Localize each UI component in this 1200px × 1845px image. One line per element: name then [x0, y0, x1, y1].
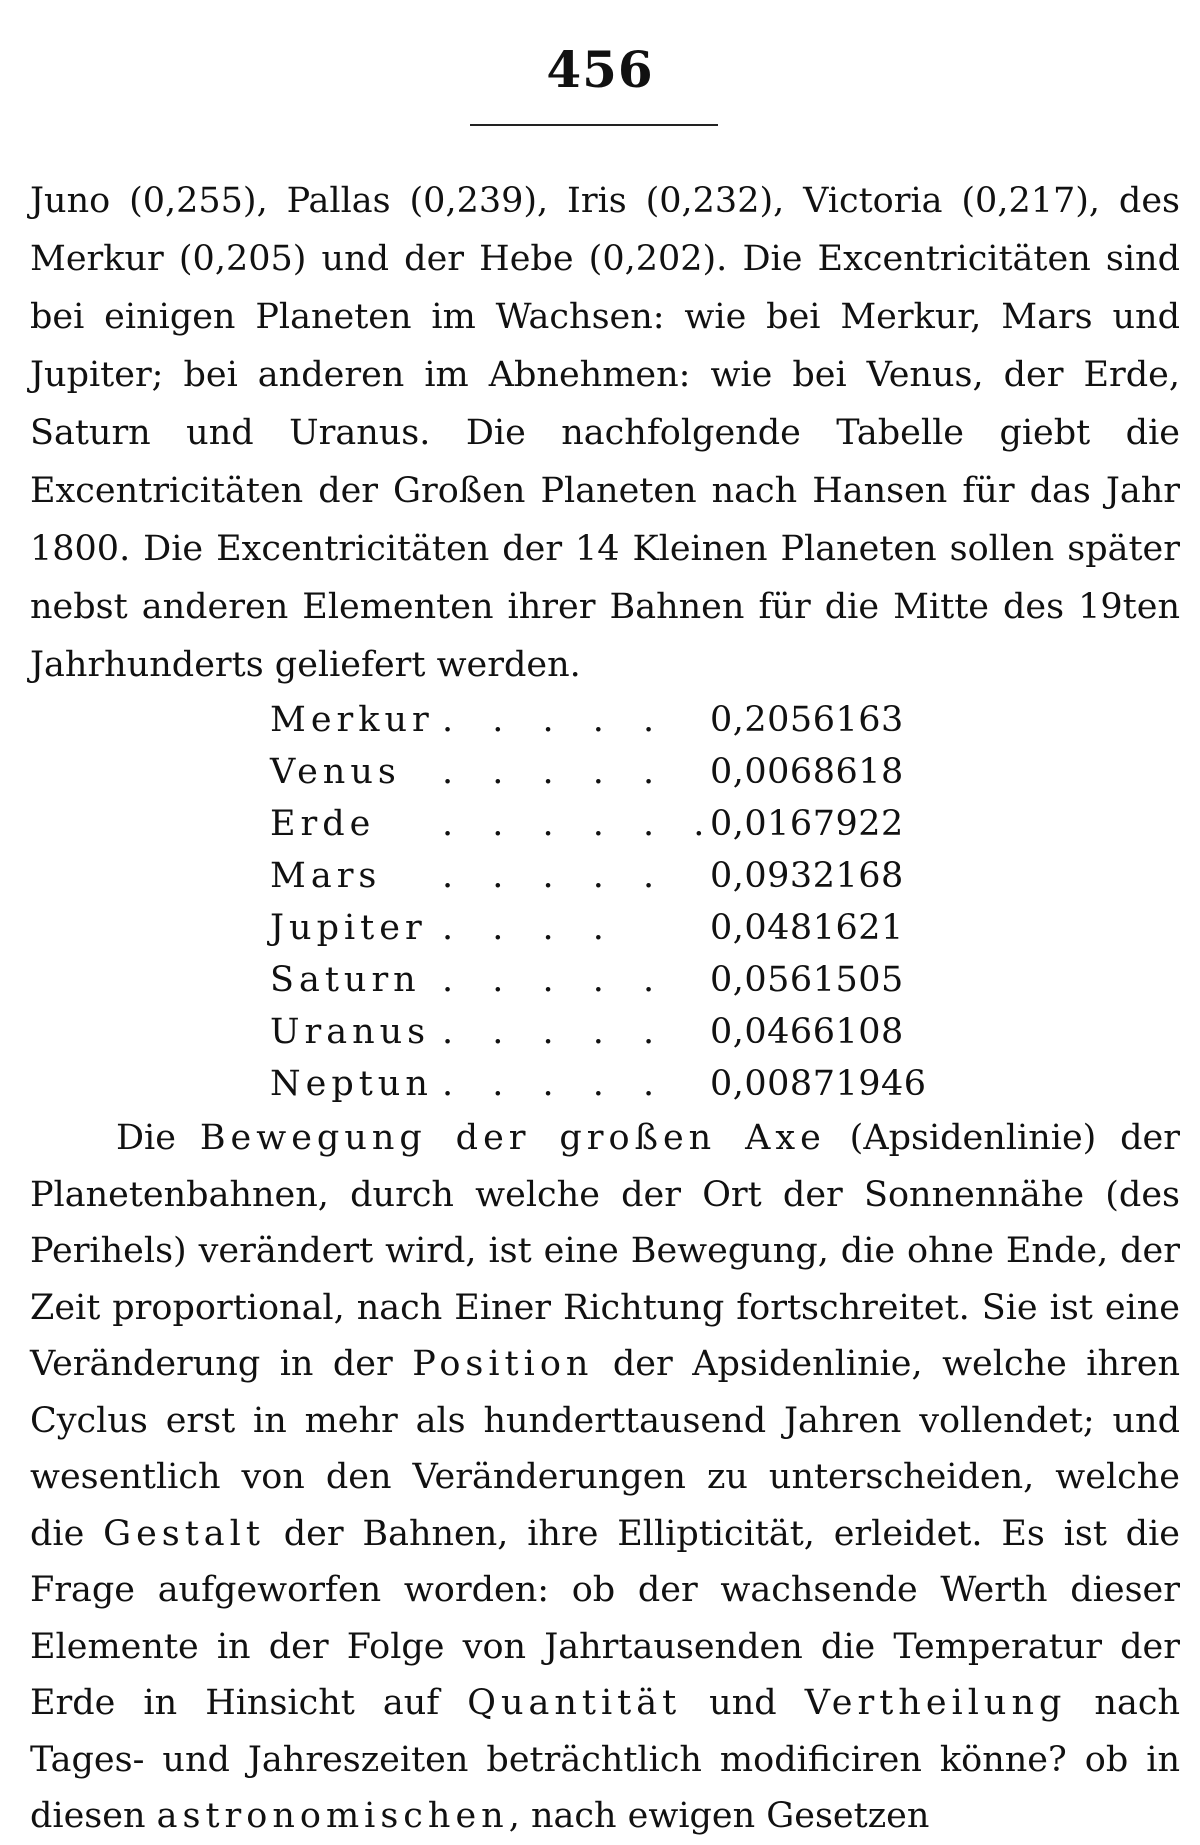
- text-run: der Apsidenlinie, welche ihren Cyclus erst in mehr als hunderttausend Jahren vollendet; und wesentlich von den Veränderungen zu unterscheiden, welche die: [30, 1344, 1180, 1554]
- table-row: [270, 746, 910, 798]
- text-run: und: [681, 1683, 805, 1723]
- text-run: (Apsidenlinie) der Planetenbahnen, durch welche der Ort der Sonnennähe (des Perihels) verändert wird, ist eine Bewegung, die ohne Ende, der Zeit proportional, nach Einer Richtung fortschreitet. Sie ist eine Veränderung in der: [30, 1118, 1181, 1384]
- text-run: , nach ewigen Gesetzen: [508, 1796, 930, 1836]
- eccentricity-value: 0,0068618: [710, 752, 904, 792]
- planet-name: Neptun: [270, 1064, 433, 1104]
- spaced-emphasis: Gestalt: [103, 1513, 265, 1554]
- eccentricity-value: 0,0167922: [710, 804, 904, 844]
- leader-dots: . . . . .: [442, 856, 669, 896]
- eccentricity-table: [270, 694, 927, 1110]
- text-run: nach Tages- und Jahreszeiten beträchtlich modificiren könne? ob in diesen: [30, 1683, 1180, 1836]
- text-run: Die: [116, 1118, 200, 1158]
- planet-name: Erde: [270, 804, 376, 844]
- planet-name: Venus: [270, 752, 401, 792]
- spaced-emphasis: astronomischen: [156, 1796, 509, 1836]
- leader-dots: . . . . .: [442, 752, 669, 792]
- planet-name: Merkur: [270, 700, 434, 740]
- eccentricity-value: 0,0932168: [710, 856, 904, 896]
- eccentricity-value: 0,00871946: [710, 1064, 927, 1104]
- leader-dots: . . . . .: [442, 1012, 669, 1052]
- leader-dots: . . . . . .: [442, 804, 719, 844]
- paragraph-apsidal-motion: [30, 1110, 1180, 1845]
- paragraph-eccentricities: Juno (0,255), Pallas (0,239), Iris (0,232), Victoria (0,217), des Merkur (0,205) und der Hebe (0,202). Die Excentricitäten sind bei einigen Planeten im Wachsen: wie bei Merkur, Mars und Jupiter; bei anderen im Abnehmen: wie bei Venus, der Erde, Saturn und Uranus. Die nachfolgende Tabelle giebt die Excentricitäten der Großen Planeten nach Hansen für das Jahr 1800. Die Excentricitäten der 14 Kleinen Planeten sollen später nebst anderen Elementen ihrer Bahnen für die Mitte des 19ten Jahrhunderts geliefert werden.: [30, 181, 1180, 685]
- header-rule: [470, 124, 718, 126]
- spaced-emphasis: Position: [412, 1344, 594, 1384]
- table-row: [270, 798, 910, 850]
- planet-name: Jupiter: [270, 908, 427, 948]
- eccentricity-value: 0,2056163: [710, 700, 904, 740]
- table-row: [270, 850, 910, 902]
- leader-dots: . . . . .: [442, 1064, 669, 1104]
- table-row: [270, 902, 910, 954]
- table-row: [270, 694, 910, 746]
- table-row: [270, 954, 910, 1006]
- text-run: der Bahnen, ihre Ellipticität, erleidet. Es ist die Frage aufgeworfen worden: ob der wachsende Werth dieser Elemente in der Folge von Jahrtausenden die Temperatur der Erde in Hinsicht auf: [30, 1513, 1180, 1723]
- spaced-emphasis: Quantität: [467, 1683, 682, 1723]
- eccentricity-value: 0,0481621: [710, 908, 904, 948]
- planet-name: Mars: [270, 856, 382, 896]
- leader-dots: . . . . .: [442, 960, 669, 1000]
- spaced-emphasis: Bewegung der großen Axe: [199, 1118, 826, 1158]
- page-number: 456: [546, 40, 654, 99]
- table-row: [270, 1006, 910, 1058]
- leader-dots: . . . . .: [442, 700, 669, 740]
- spaced-emphasis: Vertheilung: [804, 1683, 1067, 1723]
- leader-dots: . . . .: [442, 908, 618, 948]
- planet-name: Uranus: [270, 1012, 431, 1052]
- planet-name: Saturn: [270, 960, 421, 1000]
- eccentricity-value: 0,0466108: [710, 1012, 904, 1052]
- table-row: [270, 1058, 927, 1110]
- eccentricity-value: 0,0561505: [710, 960, 904, 1000]
